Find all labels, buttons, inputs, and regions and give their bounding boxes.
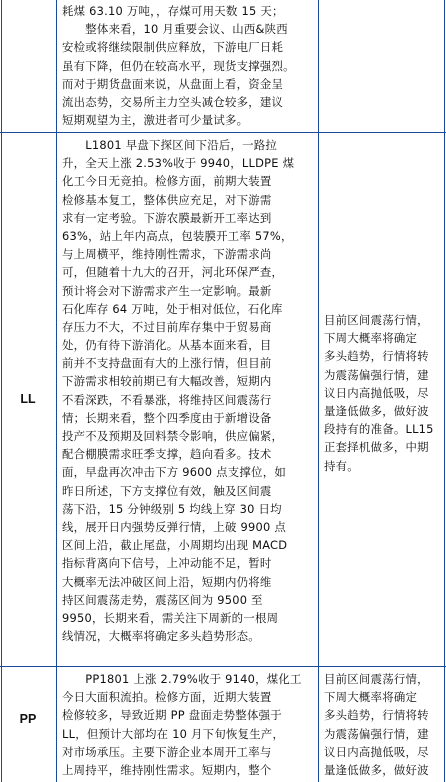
analysis-line: 而对于期货盘面来说，从盘面上看，资金呈 xyxy=(62,76,284,91)
analysis-line: 升，全天上涨 2.53%收于 9940，LLDPE 煤 xyxy=(62,156,295,171)
analysis-line: 检修较多，导致近期 PP 盘面走势整体强于 xyxy=(62,708,282,723)
analysis-line: 情；长期来看，整个四季度由于新增设备 xyxy=(62,410,272,425)
row-label-pp: PP xyxy=(19,712,37,726)
view-line: 多头趋势，行情将转 xyxy=(324,349,429,364)
analysis-line: 预计将会对下游需求产生一定影响。最新 xyxy=(62,283,272,298)
analysis-line: 持区间震荡走势，震荡区间为 9500 至 xyxy=(62,592,263,607)
analysis-line: 区间上沿，截止尾盘，小周期均出现 MACD xyxy=(62,538,288,553)
table-border-col1 xyxy=(56,0,57,782)
analysis-line: 短期观望为主，激进者可少量试多。 xyxy=(62,113,249,128)
view-cell-ll xyxy=(324,311,442,481)
view-line: 为震荡偏强行情，建 xyxy=(324,367,429,382)
analysis-line: 对市场承压。主要下游企业本周开工率与 xyxy=(62,744,272,759)
analysis-line: 今日大面积流拍。检修方面，近期大装置 xyxy=(62,690,272,705)
view-line: 议日内高抛低吸，尽 xyxy=(324,744,429,759)
analysis-line: 石化库存 64 万吨，处于相对低位，石化库 xyxy=(62,301,283,316)
analysis-line: 耗煤 63.10 万吨，，存煤可用天数 15 天； xyxy=(62,4,284,18)
analysis-line: 投产不及预期及回料禁令影响，供应偏紧， xyxy=(62,429,284,443)
table-border-right xyxy=(444,0,445,782)
analysis-line: 上周持平，维持刚性需求。短期内，整个 xyxy=(62,762,272,777)
analysis-line: LL，但预计大部均在 10 月下旬恢复生产， xyxy=(62,726,285,741)
analysis-line: 存压力不大，不过目前库存集中于贸易商 xyxy=(62,319,272,334)
analysis-line: 大概率无法冲破区间上沿，短期内仍将维 xyxy=(62,574,272,589)
analysis-line: 整体来看，10 月重要会议、山西&陕西 xyxy=(62,22,288,37)
analysis-cell xyxy=(62,2,316,130)
analysis-line: 荡下沿，15 分钟级别 5 均线上穿 30 日均 xyxy=(62,501,282,516)
analysis-line: 指标背离向下信号，上冲动能不足，暂时 xyxy=(62,556,272,571)
analysis-line: 与上周横平，维持刚性需求，下游需求尚 xyxy=(62,247,272,262)
row-label-ll: LL xyxy=(20,392,36,406)
view-line: 议日内高抛低吸，尽 xyxy=(324,385,429,400)
analysis-line: 昨日所述，下方支撑位有效，触及区间震 xyxy=(62,483,272,498)
analysis-line: L1801 早盘下探区间下沿后，一路拉 xyxy=(62,138,278,152)
view-line: 目前区间震荡行情， xyxy=(324,672,429,686)
analysis-line: 安检或将继续限制供应释放，下游电厂日耗 xyxy=(62,40,284,55)
analysis-line: 线，展开日内强势反弹行情，上破 9900 点 xyxy=(62,519,286,534)
analysis-line: 检修基本复工，整体供应充足，对下游需 xyxy=(62,192,272,207)
analysis-line: 线情况，大概率将确定多头趋势形态。 xyxy=(62,629,260,644)
analysis-line: 虽有下降，但仍在较高水平，现货支撑强烈。 xyxy=(62,58,295,73)
analysis-line: 流出态势，交易所主力空头减仓较多，建议 xyxy=(62,94,284,109)
view-line: 目前区间震荡行情， xyxy=(324,313,429,327)
view-line: 正套择机做多，中期 xyxy=(324,440,429,455)
analysis-line: 面，早盘再次冲击下方 9600 点支撑位，如 xyxy=(62,465,286,480)
view-line: 为震荡偏强行情，建 xyxy=(324,726,429,741)
view-cell-pp xyxy=(324,670,442,782)
analysis-line: 63%，站上年内高点，包装膜开工率 57%， xyxy=(62,228,293,243)
analysis-line: 处，仍有待下游消化。从基本面来看，目 xyxy=(62,338,272,353)
analysis-line: 配合棚膜需求旺季支撑，趋向看多。技术 xyxy=(62,447,272,462)
analysis-cell-ll xyxy=(62,136,316,664)
view-line: 下周大概率将确定 xyxy=(324,690,418,705)
view-line: 段持有的准备。LL15 xyxy=(324,422,434,437)
view-line: 量逢低做多，做好波 xyxy=(324,403,429,418)
analysis-line: 前并不支持盘面有大的上涨行情，但目前 xyxy=(62,356,272,371)
analysis-line: 可，但随着十九大的召开，河北环保严查， xyxy=(62,265,284,280)
analysis-cell-pp xyxy=(62,670,316,782)
analysis-line: 求有一定考验。下游农膜最新开工率达到 xyxy=(62,210,272,225)
table-border-col2 xyxy=(318,0,319,782)
view-line: 量逢低做多，做好波 xyxy=(324,762,429,777)
row-divider-2 xyxy=(0,666,446,667)
analysis-line: 下游需求相较前期已有大幅改善，短期内 xyxy=(62,374,272,389)
row-divider-1 xyxy=(0,132,446,133)
analysis-line: 不看深跌，不看暴涨，将维持区间震荡行 xyxy=(62,392,272,407)
view-line: 持有。 xyxy=(324,458,359,473)
analysis-line: PP1801 上涨 2.79%收于 9140，煤化工 xyxy=(62,672,302,686)
analysis-line: 9950，长期来看，需关注下周新的一根周 xyxy=(62,610,279,625)
table-border-left xyxy=(1,0,2,782)
view-line: 多头趋势，行情将转 xyxy=(324,708,429,723)
analysis-line: 化工今日无竞拍。检修方面，前期大装置 xyxy=(62,174,272,189)
view-line: 下周大概率将确定 xyxy=(324,331,418,346)
